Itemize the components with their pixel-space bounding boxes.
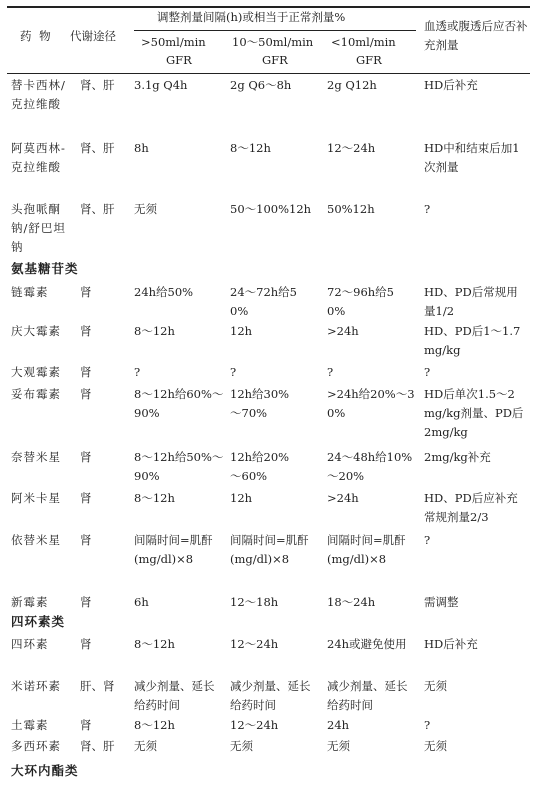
dose-gfr-low: 24～48h给10%～20% — [327, 450, 413, 483]
dose-gfr-mid: 12h — [230, 491, 253, 505]
dose-gfr-high: 减少剂量、延长给药时间 — [134, 679, 215, 712]
dose-gfr-low: 24h — [327, 718, 350, 732]
header-gfr-high: >50ml/min — [141, 35, 206, 49]
header-gfr-low-unit: GFR — [356, 53, 382, 67]
dose-gfr-high: 6h — [134, 595, 149, 609]
metabolism-route: 肾 — [80, 365, 92, 379]
metabolism-route: 肾 — [80, 595, 92, 609]
dose-gfr-mid: 无须 — [230, 739, 253, 753]
dialysis-supplement: HD中和结束后加1次剂量 — [424, 141, 520, 174]
dose-gfr-mid: 12h — [230, 324, 253, 338]
drug-name: 依替米星 — [11, 533, 61, 547]
drug-name: 妥布霉素 — [11, 387, 61, 401]
dose-gfr-mid: 24～72h给50% — [230, 285, 297, 318]
metabolism-route: 肾 — [80, 285, 92, 299]
section-heading-tetracycline: 四环素类 — [11, 614, 66, 629]
dose-gfr-mid: 2g Q6～8h — [230, 78, 292, 92]
dose-gfr-mid: 50～100%12h — [230, 202, 312, 216]
dose-gfr-low: 减少剂量、延长给药时间 — [327, 679, 408, 712]
dialysis-supplement: 无须 — [424, 739, 447, 753]
dialysis-supplement: HD、PD后1～1.7mg/kg — [424, 324, 521, 357]
dose-gfr-low: 50%12h — [327, 202, 375, 216]
dose-gfr-high: 3.1g Q4h — [134, 78, 188, 92]
header-drug: 药 物 — [20, 29, 53, 43]
dose-gfr-low: 12～24h — [327, 141, 376, 155]
dose-gfr-low: 18～24h — [327, 595, 376, 609]
dialysis-supplement: ? — [424, 533, 431, 547]
dose-gfr-mid: 12h给20%～60% — [230, 450, 290, 483]
drug-name: 替卡西林/克拉维酸 — [11, 78, 66, 111]
metabolism-route: 肝、肾 — [80, 679, 115, 693]
dose-gfr-high: ? — [134, 365, 141, 379]
dialysis-supplement: ? — [424, 365, 431, 379]
dialysis-supplement: 2mg/kg补充 — [424, 450, 491, 464]
dose-gfr-high: 8～12h — [134, 324, 175, 338]
drug-name: 链霉素 — [11, 285, 49, 299]
metabolism-route: 肾、肝 — [80, 739, 115, 753]
metabolism-route: 肾 — [80, 533, 92, 547]
dialysis-supplement: HD、PD后应补充常规剂量2/3 — [424, 491, 518, 524]
dialysis-supplement: 需调整 — [424, 595, 459, 609]
dialysis-supplement: 无须 — [424, 679, 447, 693]
metabolism-route: 肾、肝 — [80, 78, 115, 92]
drug-name: 四环素 — [11, 637, 49, 651]
dose-gfr-low: 72～96h给50% — [327, 285, 394, 318]
dose-gfr-high: 间隔时间=肌酐(mg/dl)×8 — [134, 533, 213, 566]
metabolism-route: 肾 — [80, 491, 92, 505]
dose-gfr-mid: 12h给30%～70% — [230, 387, 290, 420]
dialysis-supplement: ? — [424, 718, 431, 732]
dose-gfr-low: 无须 — [327, 739, 350, 753]
drug-name: 头孢哌酮钠/舒巴坦钠 — [11, 202, 66, 254]
header-gfr-low: <10ml/min — [331, 35, 396, 49]
section-heading-macrolide: 大环内酯类 — [11, 763, 79, 778]
dose-gfr-high: 8h — [134, 141, 149, 155]
section-heading-aminoglycoside: 氨基糖苷类 — [11, 261, 79, 276]
dose-gfr-high: 24h给50% — [134, 285, 194, 299]
dose-gfr-high: 8～12h给60%～90% — [134, 387, 224, 420]
metabolism-route: 肾 — [80, 387, 92, 401]
header-adjust-group: 调整剂量间隔(h)或相当于正常剂量% — [157, 10, 346, 24]
dialysis-supplement: HD后补充 — [424, 637, 478, 651]
dose-gfr-low: >24h — [327, 491, 359, 505]
dose-gfr-mid: 12～24h — [230, 718, 279, 732]
drug-name: 阿莫西林-克拉维酸 — [11, 141, 66, 174]
dialysis-supplement: HD、PD后常规用量1/2 — [424, 285, 518, 318]
dose-gfr-mid: 间隔时间=肌酐(mg/dl)×8 — [230, 533, 309, 566]
dose-gfr-high: 8～12h — [134, 637, 175, 651]
metabolism-route: 肾、肝 — [80, 202, 115, 216]
drug-name: 大观霉素 — [11, 365, 61, 379]
drug-name: 土霉素 — [11, 718, 49, 732]
header-bottom-rule — [7, 73, 530, 74]
metabolism-route: 肾 — [80, 324, 92, 338]
metabolism-route: 肾 — [80, 718, 92, 732]
dose-gfr-mid: ? — [230, 365, 237, 379]
dose-gfr-low: ? — [327, 365, 334, 379]
metabolism-route: 肾 — [80, 450, 92, 464]
drug-name: 多西环素 — [11, 739, 61, 753]
dose-gfr-low: 24h或避免使用 — [327, 637, 407, 651]
dose-gfr-high: 8～12h给50%～90% — [134, 450, 224, 483]
dose-gfr-high: 8～12h — [134, 491, 175, 505]
dose-gfr-high: 无须 — [134, 202, 157, 216]
dose-gfr-low: 2g Q12h — [327, 78, 377, 92]
dose-gfr-high: 无须 — [134, 739, 157, 753]
metabolism-route: 肾 — [80, 637, 92, 651]
metabolism-route: 肾、肝 — [80, 141, 115, 155]
header-gfr-high-unit: GFR — [166, 53, 192, 67]
header-gfr-mid: 10～50ml/min — [232, 35, 314, 49]
dose-gfr-low: 间隔时间=肌酐(mg/dl)×8 — [327, 533, 406, 566]
drug-name: 阿米卡星 — [11, 491, 61, 505]
dose-gfr-high: 8～12h — [134, 718, 175, 732]
header-sub-rule — [134, 30, 416, 31]
dialysis-supplement: HD后补充 — [424, 78, 478, 92]
header-dialysis: 血透或腹透后应否补充剂量 — [424, 19, 528, 52]
drug-name: 庆大霉素 — [11, 324, 61, 338]
dialysis-supplement: ? — [424, 202, 431, 216]
header-gfr-mid-unit: GFR — [262, 53, 288, 67]
header-route: 代谢途径 — [70, 29, 116, 43]
drug-name: 米诺环素 — [11, 679, 61, 693]
dose-gfr-low: >24h给20%～30% — [327, 387, 415, 420]
dose-gfr-mid: 12～24h — [230, 637, 279, 651]
dose-gfr-low: >24h — [327, 324, 359, 338]
dose-gfr-mid: 减少剂量、延长给药时间 — [230, 679, 311, 712]
dialysis-supplement: HD后单次1.5～2mg/kg剂量、PD后2mg/kg — [424, 387, 524, 439]
dose-gfr-mid: 12～18h — [230, 595, 279, 609]
dose-gfr-mid: 8～12h — [230, 141, 271, 155]
drug-name: 奈替米星 — [11, 450, 61, 464]
drug-name: 新霉素 — [11, 595, 49, 609]
